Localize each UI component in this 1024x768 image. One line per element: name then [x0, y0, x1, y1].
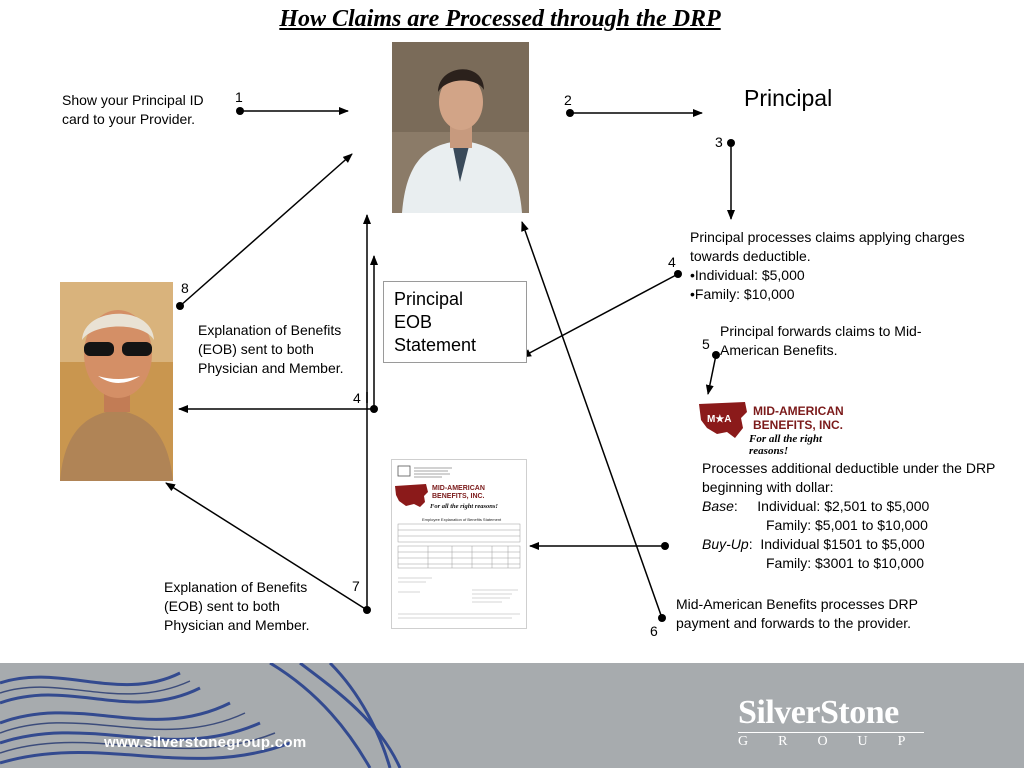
provider-photo — [392, 42, 529, 213]
eob-box-line-3: Statement — [394, 335, 477, 355]
step-4-text — [690, 228, 1010, 304]
silverstone-logo-name: SilverStone — [738, 694, 899, 731]
dot-3 — [727, 139, 735, 147]
silverstone-logo-group: GROUP — [738, 734, 936, 749]
arrow-5 — [708, 355, 716, 394]
base-individual: Individual: $2,501 to $5,000 — [757, 498, 930, 514]
mid-american-eob-document — [391, 459, 527, 629]
dot-4 — [674, 270, 682, 278]
eob-box-line-2: EOB — [394, 312, 433, 332]
dot-7 — [363, 606, 371, 614]
step-4-number: 4 — [668, 254, 676, 270]
step-1-text: Show your Principal ID card to your Provider. — [62, 92, 204, 127]
mab-tagline: For all the right reasons! — [749, 433, 823, 457]
silverstone-group-logo — [738, 694, 936, 750]
footer-website-url[interactable]: www.silverstonegroup.com — [104, 734, 307, 751]
drp-deductible-text — [702, 459, 1002, 573]
dot-1 — [236, 107, 244, 115]
mid-american-benefits-logo — [697, 396, 857, 457]
step-6-text: Mid-American Benefits processes DRP payment and forwards to the provider. — [676, 596, 918, 631]
step-5-text: Principal forwards claims to Mid-American Benefits. — [720, 323, 922, 358]
dot-8 — [176, 302, 184, 310]
step-1-number: 1 — [235, 89, 243, 105]
drp-line-1: Processes additional deductible under the DRP beginning with dollar: — [702, 460, 996, 495]
step-4-line-2: •Individual: $5,000 — [690, 267, 805, 283]
step-6-number: 6 — [650, 623, 658, 639]
mab-name-line-2: BENEFITS, INC. — [753, 418, 844, 432]
doc-title: Employee Explanation of Benefits Statement — [422, 517, 502, 522]
eob-box-line-1: Principal — [394, 289, 464, 309]
step-5-number: 5 — [702, 336, 710, 352]
mab-initials: M★A — [707, 414, 732, 425]
step-3-number: 3 — [715, 134, 723, 150]
base-label: Base — [702, 498, 734, 514]
dot-2 — [566, 109, 574, 117]
arrow-6 — [522, 222, 662, 618]
member-photo — [60, 282, 173, 481]
doc-tagline: For all the right reasons! — [430, 503, 498, 510]
buyup-family: Family: $3001 to $10,000 — [766, 555, 924, 571]
buyup-label: Buy-Up — [702, 536, 749, 552]
doc-name-2: BENEFITS, INC. — [432, 493, 485, 500]
step-8-number: 8 — [181, 280, 189, 296]
dot-6 — [658, 614, 666, 622]
principal-eob-statement-box — [383, 281, 527, 363]
principal-label: Principal — [744, 85, 833, 111]
doc-name-1: MID-AMERICAN — [432, 485, 485, 492]
step-4-line-1: Principal processes claims applying charges towards deductible. — [690, 229, 965, 264]
base-family: Family: $5,001 to $10,000 — [766, 517, 928, 533]
step-4-line-3: •Family: $10,000 — [690, 286, 795, 302]
step-7-number: 7 — [352, 578, 360, 594]
arrow-8 — [180, 154, 352, 306]
drp-buyup-row: Buy-Up: Individual $1501 to $5,000 — [702, 536, 925, 552]
footer-swirl-graphic — [0, 663, 420, 768]
page-title: How Claims are Processed through the DRP — [279, 6, 721, 32]
step-4b-number: 4 — [353, 390, 361, 406]
drp-base-row: Base: Individual: $2,501 to $5,000 — [702, 498, 930, 514]
eob-sent-text-upper: Explanation of Benefits (EOB) sent to both Physician and Member. — [198, 322, 344, 376]
dot-doc — [661, 542, 669, 550]
mab-name-line-1: MID-AMERICAN — [753, 404, 844, 418]
dot-5 — [712, 351, 720, 359]
dot-4b — [370, 405, 378, 413]
step-7-text: Explanation of Benefits (EOB) sent to both Physician and Member. — [164, 579, 310, 633]
buyup-individual: Individual $1501 to $5,000 — [760, 536, 925, 552]
step-2-number: 2 — [564, 92, 572, 108]
